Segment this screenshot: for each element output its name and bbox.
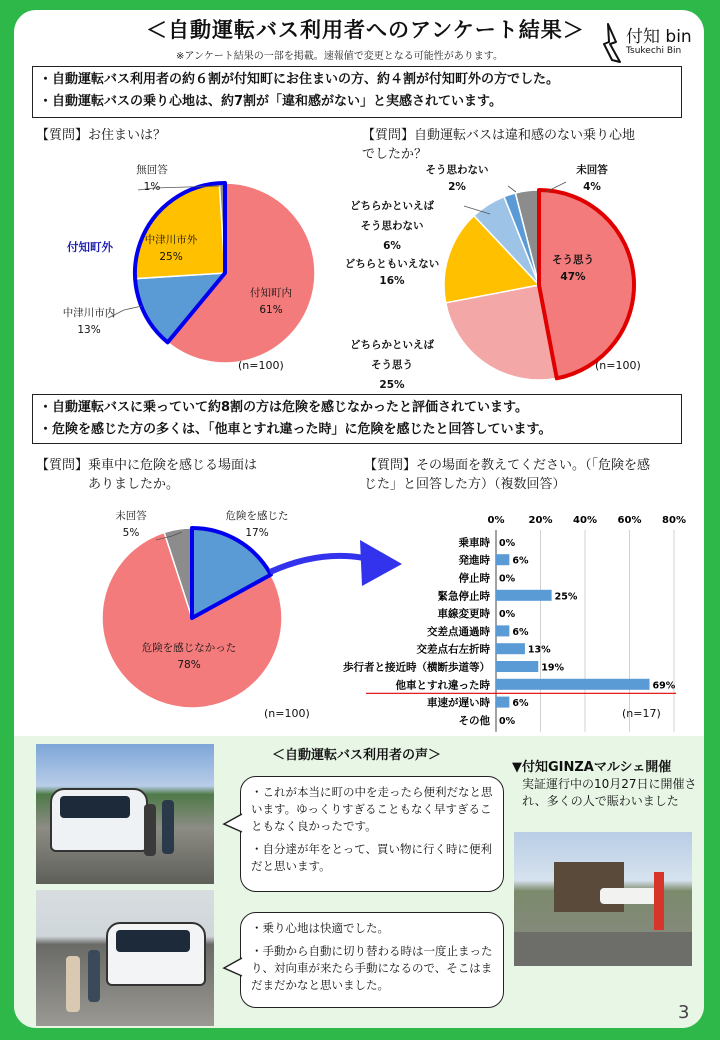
pie1-outside-label: 付知町外 bbox=[67, 240, 113, 254]
bar-value-label: 0% bbox=[499, 573, 516, 585]
bar-value-label: 6% bbox=[512, 698, 529, 710]
bar-category-label: 歩行者と接近時（横断歩道等） bbox=[343, 661, 490, 674]
logo-text: 付知 bin bbox=[626, 27, 692, 47]
chart4-title: 【質問】その場面を教えてください。（「危険を感 じた」と回答した方）（複数回答） bbox=[364, 458, 651, 492]
logo-subtext: Tsukechi Bin bbox=[626, 46, 682, 56]
pie1-label-noanswer: 無回答 1% bbox=[136, 164, 168, 193]
bar-value-label: 69% bbox=[652, 680, 676, 692]
bar-rect bbox=[496, 697, 509, 708]
bar-value-label: 13% bbox=[527, 644, 551, 656]
pie3-label-notfelt: 危険を感じなかった 78% bbox=[141, 642, 237, 671]
summary-line: ・自動運転バス利用者の約６割が付知町にお住まいの方、約４割が付知町外の方でした。 bbox=[39, 72, 560, 87]
bar-category-label: 発進時 bbox=[458, 554, 490, 567]
event-heading: ▼付知GINZAマルシェ開催 bbox=[512, 760, 672, 775]
bar-rect bbox=[496, 625, 509, 636]
voice-bubble-1 bbox=[240, 776, 504, 892]
bar-rect bbox=[496, 590, 552, 601]
voices-heading: ＜自動運転バス利用者の声＞ bbox=[272, 748, 442, 763]
bar-value-label: 0% bbox=[499, 537, 516, 549]
bus-photo-2 bbox=[36, 890, 214, 1026]
bar-tick-label: 20% bbox=[528, 515, 553, 526]
page-number: 3 bbox=[678, 1002, 690, 1023]
report-panel bbox=[14, 10, 704, 1028]
bar-rect bbox=[496, 643, 525, 654]
event-text: 実証運行中の10月27日に開催され、多くの人で賑わいました bbox=[522, 777, 697, 808]
page-subtitle: ※アンケート結果の一部を掲載。速報値で変更となる可能性があります。 bbox=[176, 51, 503, 62]
chart3-title: 【質問】乗車中に危険を感じる場面は ありましたか。 bbox=[36, 458, 258, 492]
summary-line: ・自動運転バスに乗っていて約8割の方は危険を感じなかったと評価されています。 bbox=[39, 400, 529, 415]
bar-category-label: その他 bbox=[458, 714, 490, 727]
pie3-label-felt: 危険を感じた 17% bbox=[225, 510, 289, 539]
voice-bubble-2 bbox=[240, 912, 504, 1008]
marche-photo bbox=[514, 832, 692, 966]
bus-photo-1 bbox=[36, 744, 214, 884]
chart3-n: (n=100) bbox=[264, 707, 310, 720]
voices-section bbox=[14, 736, 704, 1028]
bar-category-label: 交差点右左折時 bbox=[416, 643, 490, 656]
voice-comment: ・手動から自動に切り替わる時は一度止まったり、対向車が来たら手動になるので、そこはまだまだかなと思いました。 bbox=[251, 944, 493, 992]
chart2-n: (n=100) bbox=[595, 359, 641, 372]
summary-line: ・危険を感じた方の多くは、「他車とすれ違った時」に危険を感じたと回答しています。 bbox=[39, 422, 552, 437]
voice-comment: ・自分達が年をとって、買い物に行く時に便利だと思います。 bbox=[251, 842, 493, 873]
bar-value-label: 6% bbox=[512, 626, 529, 638]
pie2-label-noanswer: 未回答 4% bbox=[576, 164, 608, 193]
bar-tick-label: 40% bbox=[573, 515, 597, 526]
pie2-label-yes: そう思う 47% bbox=[552, 254, 594, 283]
pie1-label-tsukechi: 付知町内 61% bbox=[250, 287, 292, 316]
bar-category-label: 停止時 bbox=[458, 572, 490, 585]
bar-tick-label: 80% bbox=[662, 515, 686, 526]
pie2-label-somewhat-no: どちらかといえば そう思わない 6% bbox=[350, 200, 434, 252]
bar-category-label: 他車とすれ違った時 bbox=[395, 679, 490, 692]
voice-comment: ・これが本当に町の中を走ったら便利だなと思います。ゆっくりすぎることもなく早すぎることもなく良かったです。 bbox=[251, 785, 493, 833]
chart1-title: 【質問】お住まいは？ bbox=[36, 128, 167, 143]
pie1-label-nakatsugawa-in: 中津川市内 13% bbox=[62, 307, 116, 336]
bar-value-label: 19% bbox=[541, 662, 565, 674]
bar-value-label: 0% bbox=[499, 609, 516, 621]
pie2-label-no: そう思わない 2% bbox=[425, 164, 489, 193]
bar-category-label: 乗車時 bbox=[458, 536, 490, 549]
bar-category-label: 車線変更時 bbox=[437, 608, 490, 621]
bar-tick-label: 0% bbox=[487, 515, 505, 526]
page-title: ＜自動運転バス利用者へのアンケート結果＞ bbox=[146, 18, 585, 42]
voice-comment: ・乗り心地は快適でした。 bbox=[251, 921, 389, 935]
summary-line: ・自動運転バスの乗り心地は、約7割が「違和感がない」と実感されています。 bbox=[39, 94, 503, 109]
bar-tick-label: 60% bbox=[617, 515, 642, 526]
pie1-label-nakatsugawa-out: 中津川市外 25% bbox=[144, 234, 198, 263]
bar-value-label: 25% bbox=[554, 591, 578, 603]
bar-rect bbox=[496, 661, 538, 672]
bar-category-label: 車速が遅い時 bbox=[427, 697, 490, 710]
bar-category-label: 緊急停止時 bbox=[437, 590, 490, 603]
chart2-title: 【質問】自動運転バスは違和感のない乗り心地 でしたか？ bbox=[362, 128, 636, 162]
bar-category-label: 交差点通過時 bbox=[427, 625, 490, 638]
pie2-label-somewhat-yes: どちらかといえば そう思う 25% bbox=[350, 339, 434, 391]
bar-value-label: 6% bbox=[512, 555, 529, 567]
bubble-tails bbox=[220, 736, 250, 1028]
bar-rect bbox=[496, 679, 650, 690]
pie2-label-neutral: どちらともいえない 16% bbox=[344, 258, 440, 287]
chart1-n: (n=100) bbox=[238, 359, 284, 372]
chart4-n: (n=17) bbox=[622, 707, 661, 720]
bar-value-label: 0% bbox=[499, 715, 516, 727]
bar-rect bbox=[496, 554, 509, 565]
pie3-label-noanswer: 未回答 5% bbox=[115, 510, 147, 539]
